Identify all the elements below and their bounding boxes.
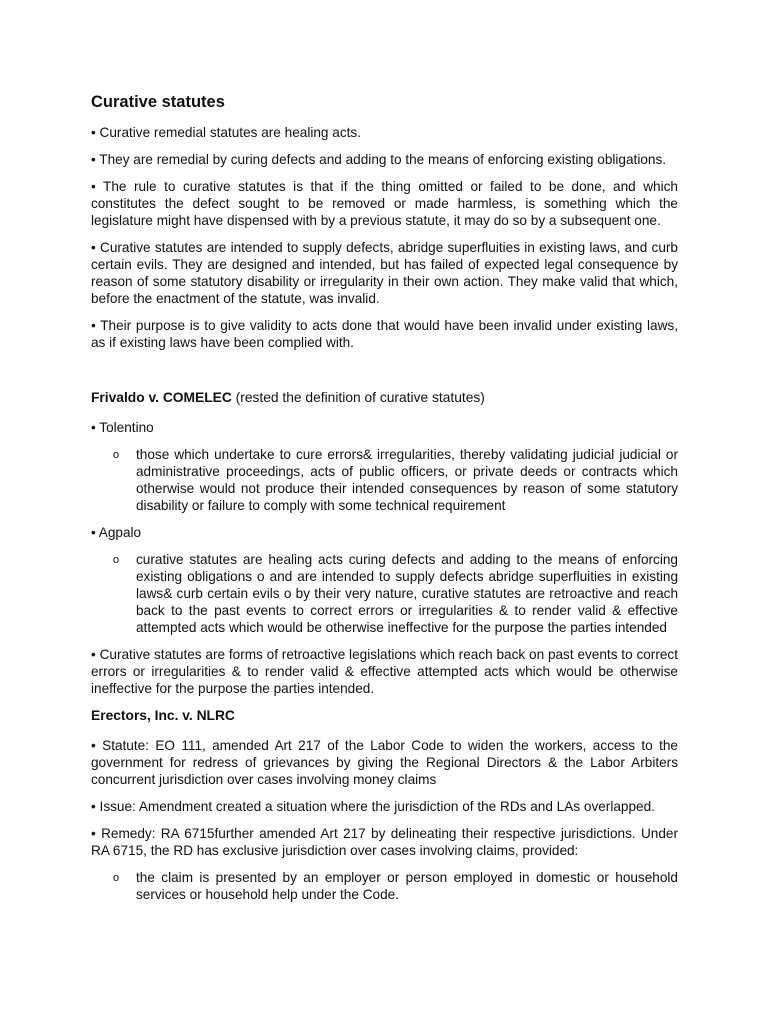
intro-paragraph-4: • Curative statutes are intended to supply defects, abridge superfluities in existing laws, and curb certain evils. They are designed and intended, but has failed of expected legal consequence by reason of some statutory disability or irregularity in their own action. They make valid that which, before the enactment of the statute, was invalid. (91, 240, 678, 306)
document-page (91, 92, 678, 913)
agpalo-subitem (91, 551, 678, 636)
section-spacer (91, 361, 678, 389)
intro-paragraph-2: • They are remedial by curing defects and adding to the means of enforcing existing obligations. (91, 152, 667, 167)
erectors-statute: • Statute: EO 111, amended Art 217 of the Labor Code to widen the workers, access to the government for redress of grievances by giving the Regional Directors & the Labor Arbiters concurrent jurisdiction over cases involving money claims (91, 738, 678, 787)
erectors-issue: • Issue: Amendment created a situation where the jurisdiction of the RDs and LAs overlapped. (91, 799, 655, 814)
frivaldo-note: (rested the definition of curative statutes) (231, 390, 485, 405)
agpalo-definition: curative statutes are healing acts curing defects and adding to the means of enforcing existing obligations o and are intended to supply defects abridge superfluities in existing laws& curb certain evils o by their very nature, curative statutes are retroactive and reach back to the past events to correct errors or irregularities & to render valid & effective attempted acts which would be otherwise ineffective for the purpose the parties intended (136, 552, 678, 635)
sub-bullet-marker: o (113, 449, 120, 461)
tolentino-label: • Tolentino (91, 420, 154, 435)
erectors-heading: Erectors, Inc. v. NLRC (91, 708, 235, 723)
claim-condition: the claim is presented by an employer or person employed in domestic or household services or household help under the Code. (136, 870, 678, 902)
intro-paragraph-3: • The rule to curative statutes is that if the thing omitted or failed to be done, and which constitutes the defect sought to be removed or made harmless, is something which the legislature might have dispensed with by a previous statute, it may do so by a subsequent one. (91, 179, 678, 228)
tolentino-definition: those which undertake to cure errors& irregularities, thereby validating judicial judicial or administrative proceedings, acts of public officers, or private deeds or contracts which otherwise would not produce their intended consequences by reason of some statutory disability or failure to comply with some technical requirement (136, 447, 678, 513)
sub-bullet-marker: o (113, 872, 120, 884)
sub-bullet-marker: o (113, 554, 120, 566)
frivaldo-summary: • Curative statutes are forms of retroactive legislations which reach back on past events to correct errors or irregularities & to render valid & effective attempted acts which would be otherwise ineffective for the purpose the parties intended. (91, 647, 678, 696)
frivaldo-heading (91, 389, 678, 407)
erectors-remedy: • Remedy: RA 6715further amended Art 217 by delineating their respective jurisdictions. Under RA 6715, the RD has exclusive jurisdiction over cases involving claims, provided: (91, 826, 678, 858)
claim-subitem (91, 869, 678, 903)
intro-paragraph-1: • Curative remedial statutes are healing acts. (91, 125, 361, 140)
intro-paragraph-5: • Their purpose is to give validity to acts done that would have been invalid under existing laws, as if existing laws have been complied with. (91, 318, 678, 350)
tolentino-subitem (91, 446, 678, 514)
page-title: Curative statutes (91, 93, 225, 111)
frivaldo-case-name: Frivaldo v. COMELEC (91, 390, 232, 405)
agpalo-label: • Agpalo (91, 525, 142, 540)
